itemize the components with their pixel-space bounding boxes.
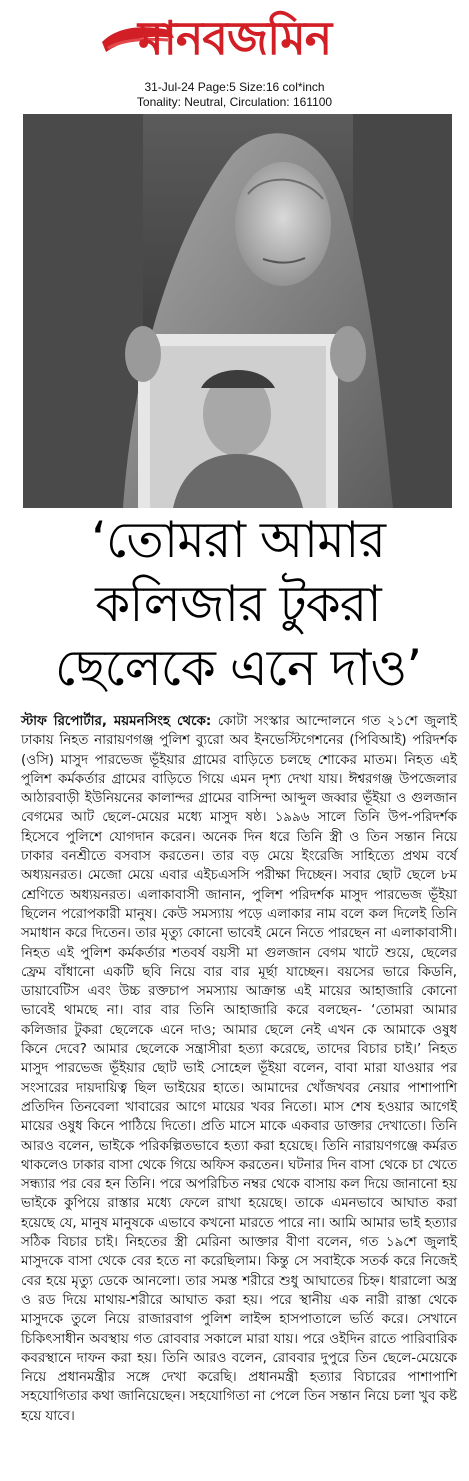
article-byline: স্টাফ রিপোর্টার, ময়মনসিংহ থেকে: (21, 714, 212, 729)
photo-elderly-mother-holding-portrait (23, 114, 452, 508)
clipping-meta-tonality: Tonality: Neutral, Circulation: 161100 (136, 95, 333, 109)
newspaper-logo: মানবজমিন (138, 11, 332, 65)
headline-line-2: কলিজার টুকরা (95, 575, 381, 633)
clipping-meta-date-page: 31-Jul-24 Page:5 Size:16 col*inch (144, 80, 325, 94)
article-body (21, 712, 457, 1426)
headline-line-3: ছেলেকে এনে দাও’ (54, 639, 422, 697)
article-text: কোটা সংস্কার আন্দোলনে গত ২১শে জুলাই ঢাকায় নিহত নারায়ণগঞ্জ পুলিশ ব্যুরো অব ইনভেস্টিগেশনের (পিবিআই) পরিদর্শক (ওসি) মাসুদ পারভেজ ভূঁইয়ার গ্রামের বাড়িতে চলছে শোকের মাতম। নিহত এই পুলিশ কর্মকর্তার গ্রামের বাড়িতে গিয়ে এমন দৃশ্য দেখা যায়। ঈশ্বরগঞ্জ উপজেলার আঠারবাড়ী ইউনিয়নের কালান্দর গ্রামের বাসিন্দা আব্দুল জব্বার ভূঁইয়া ও গুলজান বেগমের আট ছেলে-মেয়ের মধ্যে মাসুদ ষষ্ঠ। ১৯৯৬ সালে তিনি উপ-পরিদর্শক হিসেবে পুলিশে যোগদান করেন। অনেক দিন ধরে তিনি স্ত্রী ও তিন সন্তান নিয়ে ঢাকার বনশ্রীতে বসবাস করতেন। তার বড় মেয়ে ইংরেজি সাহিত্যে প্রথম বর্ষে অধ্যয়নরত। মেজো মেয়ে এবার এইচএসসি পরীক্ষা দিচ্ছেন। সবার ছোট ছেলে ৮ম শ্রেণিতে অধ্যয়নরত। এলাকাবাসী জানান, পুলিশ পরিদর্শক মাসুদ পারভেজ ভূঁইয়া ছিলেন পরোপকারী মানুষ। কেউ সমস্যায় পড়ে এলাকার নাম বলে কল দিলেই তিনি সমাধান করে দিতেন। তার মৃত্যু কোনো ভাবেই মেনে নিতে পারছেন না এলাকাবাসী। নিহত এই পুলিশ কর্মকর্তার শতবর্ষ বয়সী মা গুলজান বেগম খাটে শুয়ে, ছেলের ফ্রেম বাঁধানো একটি ছবি নিয়ে বার বার মূর্ছা যাচ্ছেন। বয়সের ভারে কিডনি, ডায়াবেটিস এবং উচ্চ রক্তচাপ সমস্যায় আক্রান্ত এই মায়ের আহাজারি কোনো ভাবেই থামছে না। বার বার তিনি আহাজারি করে বলছেন- ‘তোমরা আমার কলিজার টুকরা ছেলেকে এনে দাও; আমার ছেলে নেই এখন কে আমাকে ওষুধ কিনে দেবে? আমার ছেলেকে সন্ত্রাসীরা হত্যা করেছে, তাদের বিচার চাই।’ নিহত মাসুদ পারভেজ ভূঁইয়ার ছোট ভাই সোহেল ভূঁইয়া বলেন, বাবা মারা যাওয়ার পর সংসারের দায়দায়িত্ব ছিল ভাইয়ের হাতে। আমাদের খোঁজখবর নেয়ার পাশাপাশি প্রতিদিন তিনবেলা খাবারের আগে মায়ের খবর নিতো। মাস শেষ হওয়ার আগেই মায়ের ওষুধ কিনে পাঠিয়ে দিতো। প্রতি মাসে মাকে একবার ডাক্তার দেখাতো। তিনি আরও বলেন, ভাইকে পরিকল্পিতভাবে হত্যা করা হয়েছে। তিনি নারায়ণগঞ্জে কর্মরত থাকলেও ঢাকার বাসা থেকে গিয়ে অফিস করতেন। ঘটনার দিন বাসা থেকে চা খেতে সন্ধ্যার পর বের হন তিনি। পরে অপরিচিত নম্বর থেকে বাসায় কল দিয়ে জানানো হয় ভাইকে কুপিয়ে রাস্তার মধ্যে ফেলে রাখা হয়েছে। তাকে এমনভাবে আঘাত করা হয়েছে যে, মানুষ মানুষকে এভাবে কখনো মারতে পারে না। আমি আমার ভাই হত্যার সঠিক বিচার চাই। নিহতের স্ত্রী মেরিনা আক্তার বীণা বলেন, গত ১৯শে জুলাই মাসুদকে বাসা থেকে বের হতে না করেছিলাম। কিন্তু সে সবাইকে সতর্ক করে নিজেই বের হয়ে মৃত্যু ডেকে আনলো। তার সমস্ত শরীরে শুধু আঘাতের চিহ্ন। ধারালো অস্ত্র ও রড দিয়ে মাথায়-শরীরে আঘাত করা হয়। পরে স্থানীয় এক নারী রাস্তা থেকে মাসুদকে তুলে নিয়ে রাজারবাগ পুলিশ লাইন্স হাসপাতালে ভর্তি করে। সেখানে চিকিৎসাধীন অবস্থায় গত রোববার সকালে মারা যায়। পরে ওইদিন রাতে পারিবারিক কবরস্থানে দাফন করা হয়। তিনি আরও বলেন, রোববার দুপুরে তিন ছেলে-মেয়েকে নিয়ে প্রধানমন্ত্রীর সঙ্গে দেখা করেছি। প্রধানমন্ত্রী হত্যার বিচারের পাশাপাশি সহযোগিতার কথা জানিয়েছেন। সহযোগিতা না পেলে তিন সন্তান নিয়ে চলা খুব কষ্ট হয়ে যাবে। (21, 714, 457, 1424)
masthead (0, 0, 469, 112)
article-headline (18, 508, 458, 700)
news-photo (23, 114, 452, 508)
headline-line-1: ‘তোমরা আমার (91, 511, 385, 569)
